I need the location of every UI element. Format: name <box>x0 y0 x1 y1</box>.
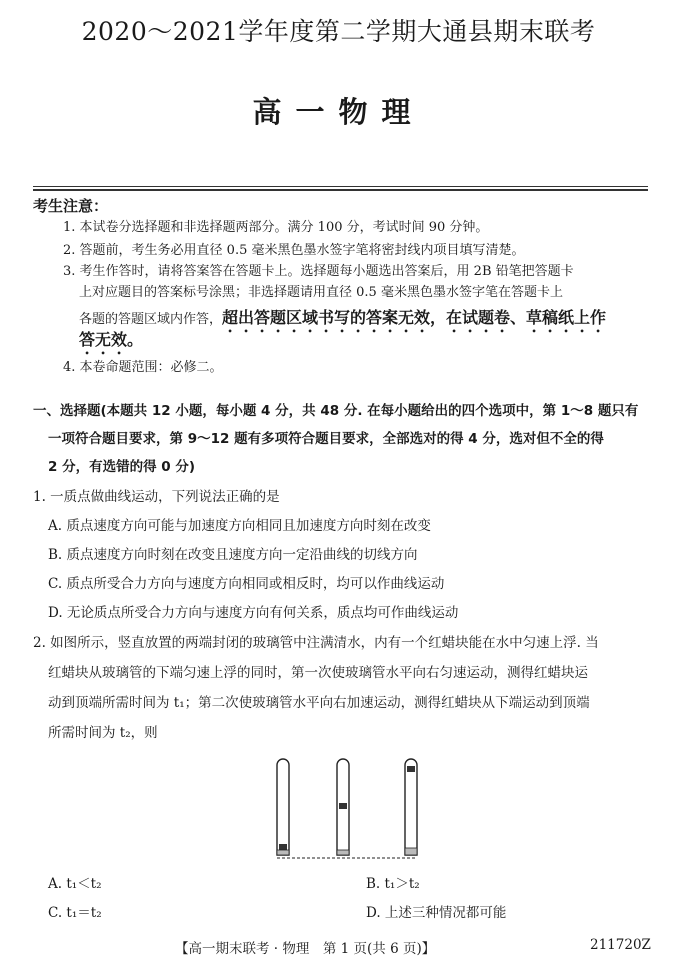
section-1-header-line-2: 一项符合题目要求，第 9～12 题有多项符合题目要求，全部选对的得 4 分，选对但不全的得 <box>48 431 604 447</box>
tube-1-base <box>277 850 289 855</box>
footer-exam-code: 211720Z <box>590 937 651 953</box>
subject-title: 高一物理 <box>252 95 425 129</box>
top-rule-thin <box>33 186 648 187</box>
glass-tube-diagram <box>270 753 430 865</box>
question-1-stem: 1. 一质点做曲线运动，下列说法正确的是 <box>33 489 280 505</box>
wax-block-3 <box>407 766 415 772</box>
notice-item-3-emphasis-end: 答无效。 <box>79 330 144 349</box>
question-2-line-1: 2. 如图所示，竖直放置的两端封闭的玻璃管中注满清水，内有一个红蜡块能在水中匀速上浮. 当 <box>33 635 599 651</box>
notice-item-1: 1. 本试卷分选择题和非选择题两部分。满分 100 分，考试时间 90 分钟。 <box>63 220 489 235</box>
footer-page-info: 【高一期末联考 · 物理 第 1 页(共 6 页)】 <box>175 941 436 957</box>
tube-3 <box>405 759 417 855</box>
tube-1 <box>277 759 289 855</box>
notice-item-2: 2. 答题前，考生务必用直径 0.5 毫米黑色墨水签字笔将密封线内项目填写清楚。 <box>63 243 525 258</box>
question-2-option-c: C. t₁＝t₂ <box>48 905 102 921</box>
question-2-option-b: B. t₁＞t₂ <box>366 876 420 892</box>
question-1-option-b: B. 质点速度方向时刻在改变且速度方向一定沿曲线的切线方向 <box>48 547 418 563</box>
notice-heading: 考生注意： <box>33 197 109 215</box>
question-2-line-2: 红蜡块从玻璃管的下端匀速上浮的同时，第一次使玻璃管水平向右匀速运动，测得红蜡块运 <box>48 665 588 681</box>
notice-item-3-emphasis: 超出答题区域书写的答案无效，在试题卷、草稿纸上作 <box>222 308 607 327</box>
question-2-line-3: 动到顶端所需时间为 t₁；第二次使玻璃管水平向右加速运动，测得红蜡块从下端运动到顶端 <box>48 695 590 711</box>
question-2-option-d: D. 上述三种情况都可能 <box>366 905 507 921</box>
question-2-line-4: 所需时间为 t₂，则 <box>48 725 158 741</box>
section-1-header-line-3: 2 分，有选错的得 0 分) <box>48 459 196 475</box>
tube-3-base <box>405 848 417 855</box>
top-rule-thick <box>33 189 648 191</box>
section-1-header-line-1: 一、选择题(本题共 12 小题，每小题 4 分，共 48 分. 在每小题给出的四个选项中，第 1～8 题只有 <box>33 403 639 419</box>
notice-item-3-line-3 <box>79 308 606 336</box>
tube-2-base <box>337 850 349 855</box>
notice-item-3-line-2: 上对应题目的答案标号涂黑；非选择题请用直径 0.5 毫米黑色墨水签字笔在答题卡上 <box>79 285 563 300</box>
question-2-option-a: A. t₁＜t₂ <box>48 876 102 892</box>
notice-item-4: 4. 本卷命题范围：必修二。 <box>63 360 223 375</box>
question-1-option-a: A. 质点速度方向可能与加速度方向相同且加速度方向时刻在改变 <box>48 518 431 534</box>
wax-block-2 <box>339 803 347 809</box>
wax-block-1 <box>279 844 287 850</box>
question-1-option-c: C. 质点所受合力方向与速度方向相同或相反时，均可以作曲线运动 <box>48 576 445 592</box>
question-1-option-d: D. 无论质点所受合力方向与速度方向有何关系，质点均可作曲线运动 <box>48 605 459 621</box>
notice-item-3-plain: 各题的答题区域内作答， <box>79 312 223 327</box>
exam-title: 2020～2021学年度第二学期大通县期末联考 <box>81 17 596 46</box>
notice-item-3-line-1: 3. 考生作答时，请将答案答在答题卡上。选择题每小题选出答案后，用 2B 铅笔把答题卡 <box>63 264 574 279</box>
